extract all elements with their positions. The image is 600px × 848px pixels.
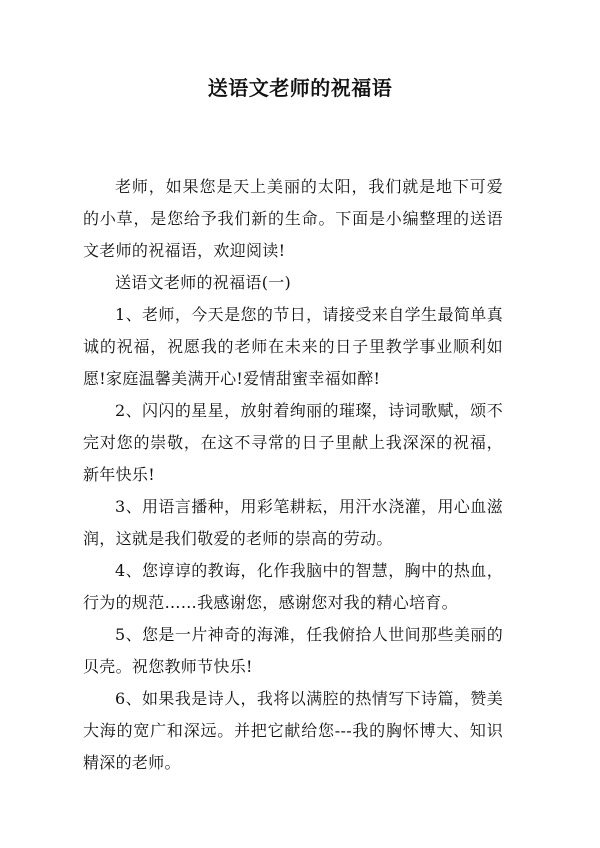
blessing-item-3: 3、用语言播种，用彩笔耕耘，用汗水浇灌，用心血滋润，这就是我们敬爱的老师的崇高的劳动。 bbox=[83, 497, 503, 548]
document-title: 送语文老师的祝福语 bbox=[207, 76, 393, 100]
section-heading: 送语文老师的祝福语(一) bbox=[115, 273, 292, 292]
blessing-item-1: 1、老师，今天是您的节日，请接受来自学生最简单真诚的祝福，祝愿我的老师在未来的日子里教学事业顺利如愿!家庭温馨美满开心!爱情甜蜜幸福如醉! bbox=[83, 305, 503, 388]
blessing-item-2: 2、闪闪的星星，放射着绚丽的璀璨，诗词歌赋，颂不完对您的崇敬，在这不寻常的日子里献上我深深的祝福，新年快乐! bbox=[83, 401, 503, 484]
blessing-item-5: 5、您是一片神奇的海滩，任我俯拾人世间那些美丽的贝壳。祝您教师节快乐! bbox=[83, 625, 503, 676]
blessing-item-6: 6、如果我是诗人，我将以满腔的热情写下诗篇，赞美大海的宽广和深远。并把它献给您---我的胸怀博大、知识精深的老师。 bbox=[83, 689, 503, 772]
blessing-item-4: 4、您谆谆的教诲，化作我脑中的智慧，胸中的热血，行为的规范……我感谢您，感谢您对我的精心培育。 bbox=[83, 561, 503, 612]
document-body bbox=[83, 171, 503, 779]
intro-paragraph: 老师，如果您是天上美丽的太阳，我们就是地下可爱的小草，是您给予我们新的生命。下面是小编整理的送语文老师的祝福语，欢迎阅读! bbox=[83, 177, 503, 260]
